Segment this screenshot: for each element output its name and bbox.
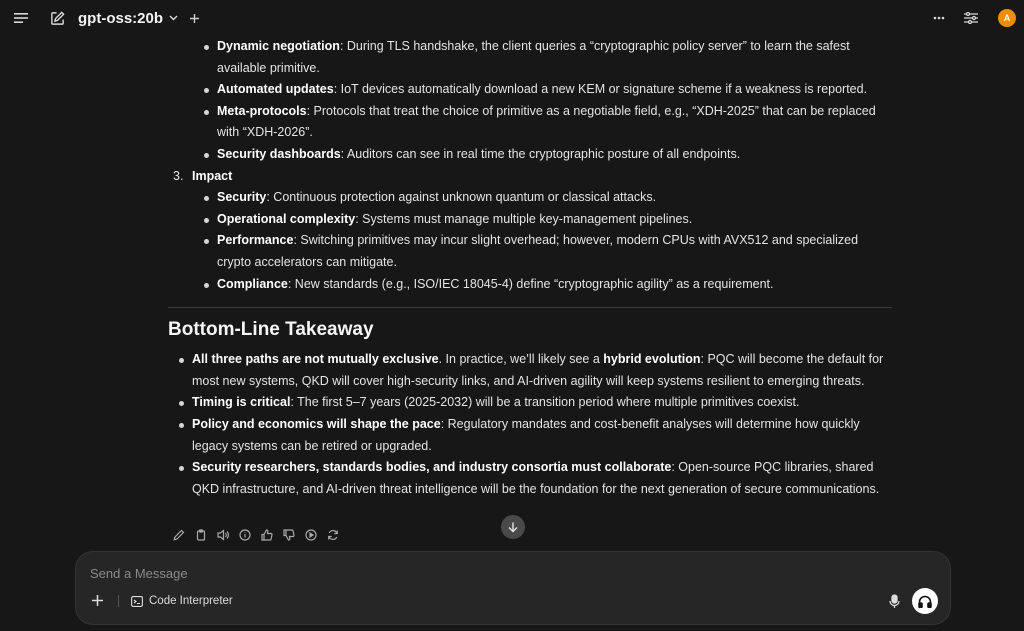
play-icon[interactable] bbox=[303, 527, 319, 543]
impact-title: Impact bbox=[192, 168, 233, 183]
list-item bbox=[217, 230, 892, 273]
plus-icon[interactable] bbox=[183, 7, 205, 29]
list-item-bold: Timing is critical bbox=[192, 395, 291, 410]
divider bbox=[168, 307, 892, 308]
list-item-text: : Systems must manage multiple key-management pipelines. bbox=[355, 211, 693, 226]
list-item bbox=[217, 209, 892, 231]
chevron-down-icon[interactable] bbox=[167, 7, 179, 29]
list-item-text: : IoT devices automatically download a new KEM or signature scheme if a weakness is reported. bbox=[333, 82, 868, 97]
list-item-text: : Continuous protection against unknown quantum or classical attacks. bbox=[266, 190, 657, 205]
list-item bbox=[217, 274, 892, 296]
list-number: 3. bbox=[173, 168, 184, 183]
list-item-bold: Security bbox=[217, 190, 267, 205]
copy-icon[interactable] bbox=[193, 527, 209, 543]
model-selector[interactable]: gpt-oss:20b bbox=[78, 9, 164, 27]
controls-icon[interactable] bbox=[960, 7, 982, 29]
list-item-text: : New standards (e.g., ISO/IEC 18045-4) define “cryptographic agility” as a requirement. bbox=[287, 276, 774, 291]
takeaway-heading: Bottom-Line Takeaway bbox=[168, 319, 374, 341]
list-item bbox=[217, 101, 892, 144]
list-item-text: : Protocols that treat the choice of primitive as a negotiable field, e.g., “XDH-2025” that can be replaced with “XDH-2026”. bbox=[217, 103, 876, 140]
list-item-bold: Policy and economics will shape the pace bbox=[192, 416, 441, 431]
list-item bbox=[217, 36, 892, 79]
list-item-bold: Compliance bbox=[217, 276, 288, 291]
list-item-text: : Regulatory mandates and cost-benefit analyses will determine how quickly legacy systems can be retired or upgraded. bbox=[192, 416, 860, 453]
list-item-text: . In practice, we’ll likely see a bbox=[438, 352, 604, 367]
composer-toolbar bbox=[88, 588, 938, 614]
more-icon[interactable] bbox=[928, 7, 950, 29]
list-item-text: : The first 5–7 years (2025-2032) will be a transition period where multiple primitives coexist. bbox=[290, 395, 800, 410]
regenerate-icon[interactable] bbox=[325, 527, 341, 543]
thumbs-up-icon[interactable] bbox=[259, 527, 275, 543]
list-item bbox=[217, 187, 892, 209]
list-item-bold: Automated updates bbox=[217, 82, 334, 97]
menu-icon[interactable] bbox=[10, 7, 32, 29]
list-item bbox=[192, 457, 892, 500]
agility-steps-list bbox=[168, 36, 892, 166]
list-item bbox=[217, 144, 892, 166]
message-input[interactable]: Send a Message bbox=[90, 566, 188, 581]
impact-list bbox=[168, 187, 892, 295]
avatar[interactable]: A bbox=[998, 9, 1016, 27]
list-item bbox=[217, 79, 892, 101]
list-item-bold: hybrid evolution bbox=[603, 352, 701, 367]
list-item-bold: Dynamic negotiation bbox=[217, 39, 340, 53]
list-item-bold: Meta-protocols bbox=[217, 103, 307, 118]
pencil-icon[interactable] bbox=[171, 527, 187, 543]
scroll-to-bottom-button[interactable] bbox=[501, 515, 525, 539]
message-composer[interactable] bbox=[75, 551, 951, 625]
list-item bbox=[192, 349, 892, 392]
list-item-text: : Auditors can see in real time the cryptographic posture of all endpoints. bbox=[340, 146, 741, 161]
edit-icon[interactable] bbox=[46, 7, 68, 29]
mic-icon[interactable] bbox=[889, 594, 900, 609]
info-icon[interactable] bbox=[237, 527, 253, 543]
divider bbox=[118, 595, 119, 607]
list-item-text: : During TLS handshake, the client queries a “cryptographic policy server” to learn the safest available primitive. bbox=[217, 39, 850, 75]
terminal-icon bbox=[131, 596, 143, 607]
list-item-bold: All three paths are not mutually exclusive bbox=[192, 352, 439, 367]
plus-icon[interactable] bbox=[88, 591, 106, 611]
takeaway-list bbox=[168, 349, 892, 500]
list-item-text: : Open-source PQC libraries, shared QKD infrastructure, and AI-driven threat intelligence will be the foundation for the next generation of secure communications. bbox=[192, 460, 880, 496]
list-item-text: : Switching primitives may incur slight overhead; however, modern CPUs with AVX512 and specialized crypto accelerators can mitigate. bbox=[217, 233, 859, 269]
list-item-text: : PQC will become the default for most new systems, QKD will cover high-security links, and AI-driven agility will keep systems resilient to emerging threats. bbox=[192, 352, 884, 388]
list-item-bold: Performance bbox=[217, 233, 294, 248]
list-item-bold: Operational complexity bbox=[217, 211, 356, 226]
list-item-bold: Security researchers, standards bodies, and industry consortia must collaborate bbox=[192, 460, 672, 475]
list-item bbox=[192, 392, 892, 414]
arrow-down-icon bbox=[508, 522, 518, 533]
code-interpreter-toggle[interactable] bbox=[131, 595, 233, 607]
list-item-bold: Security dashboards bbox=[217, 146, 341, 161]
top-bar bbox=[0, 0, 1024, 36]
message-actions bbox=[171, 527, 341, 543]
assistant-message bbox=[168, 14, 892, 500]
impact-section bbox=[168, 166, 892, 188]
voice-mode-button[interactable] bbox=[912, 588, 938, 614]
headphones-icon bbox=[918, 595, 932, 608]
list-item bbox=[192, 414, 892, 457]
speaker-icon[interactable] bbox=[215, 527, 231, 543]
thumbs-down-icon[interactable] bbox=[281, 527, 297, 543]
code-interpreter-label: Code Interpreter bbox=[149, 595, 233, 607]
